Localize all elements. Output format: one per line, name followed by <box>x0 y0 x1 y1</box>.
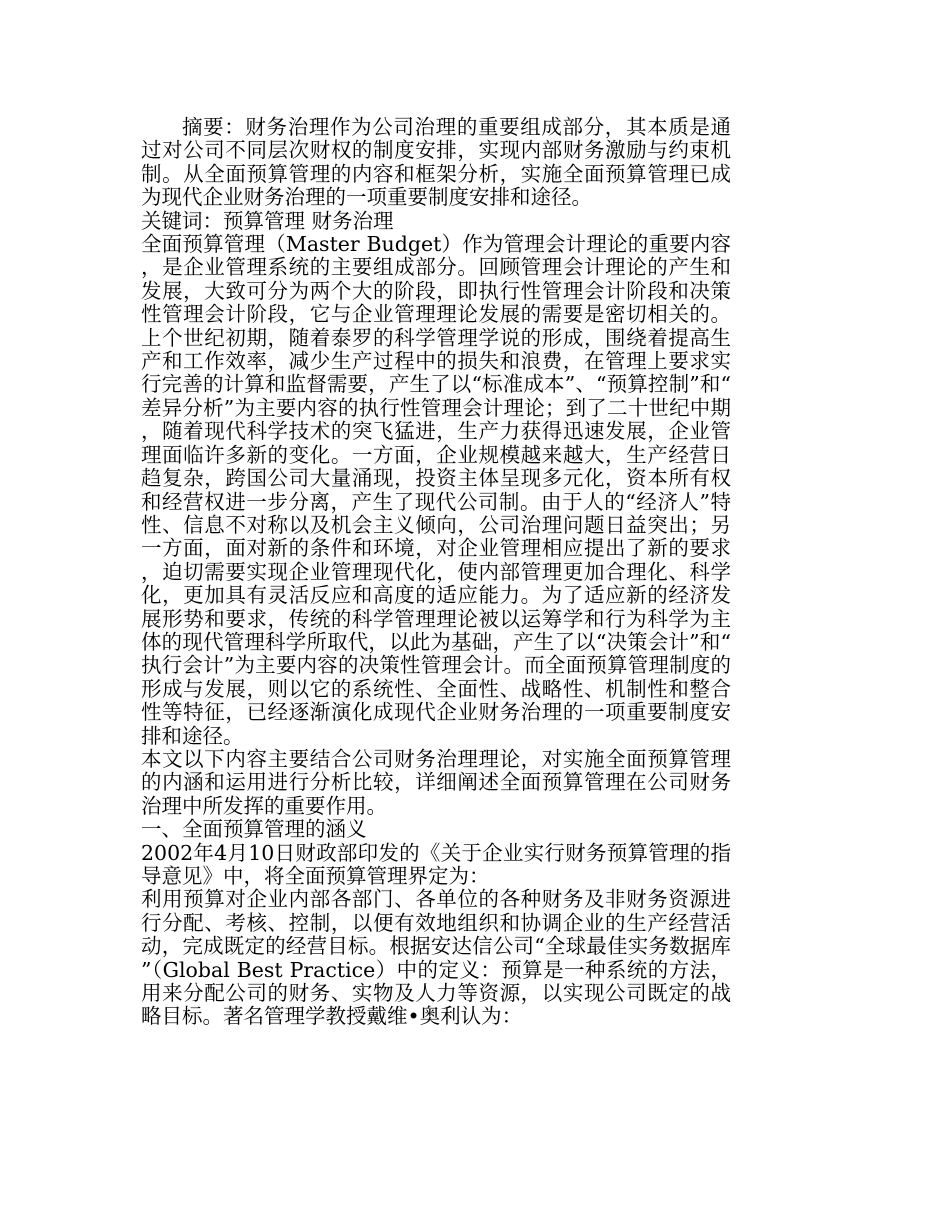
body-paragraph: 全面预算管理（Master Budget）作为管理会计理论的重要内容，是企业管理系统的主要组成部分。回顾管理会计理论的产生和发展，大致可分为两个大的阶段，即执行性管理会计阶段和决策性管理会计阶段，它与企业管理理论发展的需要是密切相关的。 上个世纪初期，随着泰罗的科学管理学说的形成，围绕着提高生产和工作效率，减少生产过程中的损失和浪费，在管理上要求实行完善的计算和监督需要，产生了以“标准成本”、“预算控制”和“差异分析”为主要内容的执行性管理会计理论；到了二十世纪中期，随着现代科学技术的突飞猛进，生产力获得迅速发展，企业管理面临许多新的变化。一方面，企业规模越来越大，生产经营日趋复杂，跨国公司大量涌现，投资主体呈现多元化，资本所有权和经营权进一步分离，产生了现代公司制。由于人的“经济人”特性、信息不对称以及机会主义倾向，公司治理问题日益突出；另一方面，面对新的条件和环境，对企业管理相应提出了新的要求，迫切需要实现企业管理现代化，使内部管理更加合理化、科学化，更加具有灵活反应和高度的适应能力。为了适应新的经济发展形势和要求，传统的科学管理理论被以运筹学和行为科学为主体的现代管理科学所取代，以此为基础，产生了以“决策会计”和“执行会计”为主要内容的决策性管理会计。而全面预算管理制度的形成与发展，则以它的系统性、全面性、战略性、机制性和整合性等特征，已经逐渐演化成现代企业财务治理的一项重要制度安排和途径。 <box>141 232 731 748</box>
abstract-paragraph: 摘要：财务治理作为公司治理的重要组成部分，其本质是通过对公司不同层次财权的制度安排，实现内部财务激励与约束机制。从全面预算管理的内容和框架分析，实施全面预算管理已成为现代企业财务治理的一项重要制度安排和途径。 <box>141 115 731 210</box>
body-paragraph: 2002年4月10日财政部印发的《关于企业实行财务预算管理的指导意见》中，将全面预算管理界定为： <box>141 840 731 888</box>
body-paragraph: 利用预算对企业内部各部门、各单位的各种财务及非财务资源进行分配、考核、控制，以便有效地组织和协调企业的生产经营活动，完成既定的经营目标。根据安达信公司“全球最佳实务数据库”（Global Best Practice）中的定义：预算是一种系统的方法，用来分配公司的财务、实物及人力等资源，以实现公司既定的战略目标。著名管理学教授戴维•奥利认为： <box>141 887 731 1029</box>
section-heading: 一、全面预算管理的涵义 <box>141 817 367 842</box>
keywords-line: 关键词：预算管理 财务治理 <box>141 208 394 233</box>
document-body <box>141 116 731 1029</box>
body-paragraph: 本文以下内容主要结合公司财务治理理论，对实施全面预算管理的内涵和运用进行分析比较，详细阐述全面预算管理在公司财务治理中所发挥的重要作用。 <box>141 746 731 818</box>
